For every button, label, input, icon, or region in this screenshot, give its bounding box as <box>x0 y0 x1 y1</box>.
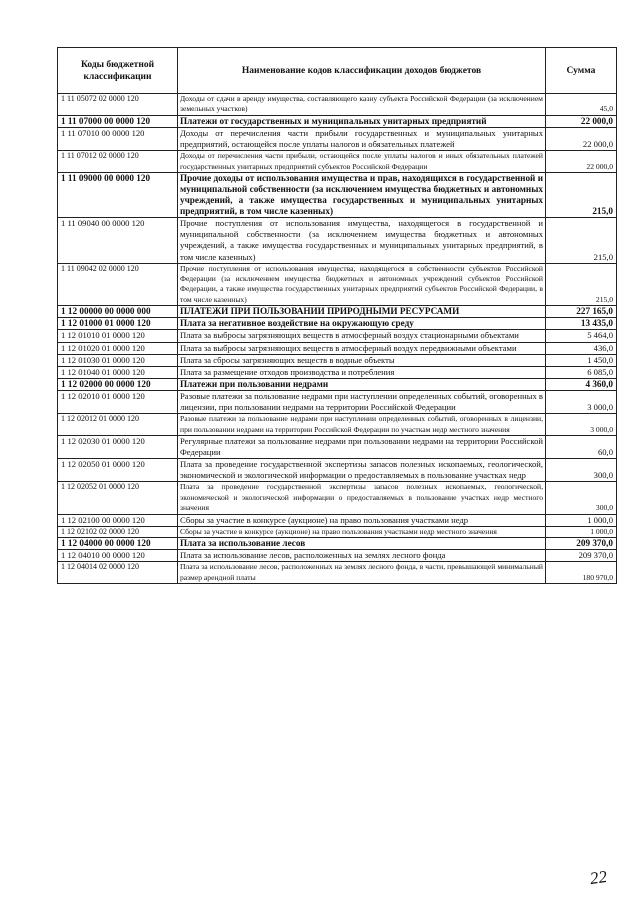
row-code: 1 11 09000 00 0000 120 <box>58 172 178 217</box>
row-code: 1 11 09042 02 0000 120 <box>58 263 178 306</box>
row-name: Доходы от перечисления части прибыли, остающейся после уплаты налогов и иных обязательных платежей государственных унитарных предприятий субъектов Российской Федерации <box>178 151 546 173</box>
row-name: Доходы от сдачи в аренду имущества, составляющего казну субъекта Российской Федерации (за исключением земельных участков) <box>178 94 546 116</box>
row-code: 1 12 04000 00 0000 120 <box>58 538 178 550</box>
table-body <box>58 94 617 584</box>
row-sum: 180 970,0 <box>546 562 617 584</box>
table-row <box>58 342 617 354</box>
row-code: 1 11 07010 00 0000 120 <box>58 127 178 150</box>
row-code: 1 12 01040 01 0000 120 <box>58 366 178 378</box>
header-name: Наименование кодов классификации доходов бюджетов <box>178 48 546 94</box>
header-sum: Сумма <box>546 48 617 94</box>
budget-revenue-table <box>57 47 617 584</box>
row-name: Плата за проведение государственной экспертизы запасов полезных ископаемых, геологической, экономической и экологической информации о предоставляемых в пользование участках недр местного значения <box>178 482 546 514</box>
table-row <box>58 435 617 458</box>
row-sum: 5 464,0 <box>546 330 617 342</box>
row-name: Плата за проведение государственной экспертизы запасов полезных ископаемых, геологической, экономической и экологической информации о предоставляемых в пользование участках недр <box>178 459 546 482</box>
row-sum: 45,0 <box>546 94 617 116</box>
row-code: 1 12 02012 01 0000 120 <box>58 414 178 436</box>
row-code: 1 12 02102 02 0000 120 <box>58 526 178 537</box>
row-name: Прочие поступления от использования имущества, находящегося в собственности субъектов Российской Федерации (за исключением имущества бюджетных и автономных учреждений субъектов Российской Федерации, а также имущества государственных унитарных предприятий субъектов Российской Федерации, в том числе казенных) <box>178 263 546 306</box>
table-row <box>58 378 617 390</box>
table-row <box>58 459 617 482</box>
table-row <box>58 94 617 116</box>
header-code: Коды бюджетной классификации <box>58 48 178 94</box>
row-code: 1 11 09040 00 0000 120 <box>58 218 178 263</box>
row-name: Плата за негативное воздействие на окружающую среду <box>178 318 546 330</box>
table-row <box>58 550 617 562</box>
row-sum: 215,0 <box>546 263 617 306</box>
table-row <box>58 330 617 342</box>
row-sum: 3 000,0 <box>546 390 617 413</box>
table-row <box>58 318 617 330</box>
row-sum: 215,0 <box>546 172 617 217</box>
row-code: 1 12 02050 01 0000 120 <box>58 459 178 482</box>
row-name: Плата за использование лесов, расположенных на землях лесного фонда <box>178 550 546 562</box>
row-code: 1 12 02010 01 0000 120 <box>58 390 178 413</box>
row-name: Прочие доходы от использования имущества и прав, находящихся в государственной и муниципальной собственности (за исключением имущества бюджетных и автономных учреждений, а также имущества государственных и муниципальных унитарных предприятий, в том числе казенных) <box>178 172 546 217</box>
row-name: Разовые платежи за пользование недрами при наступлении определенных событий, оговоренных в лицензии, при пользовании недрами на территории Российской Федерации <box>178 390 546 413</box>
table-row <box>58 514 617 526</box>
row-name: Плата за сбросы загрязняющих веществ в водные объекты <box>178 354 546 366</box>
row-sum: 1 450,0 <box>546 354 617 366</box>
row-name: Плата за использование лесов, расположенных на землях лесного фонда, в части, превышающей минимальный размер арендной платы <box>178 562 546 584</box>
row-sum: 1 000,0 <box>546 514 617 526</box>
row-code: 1 12 02030 01 0000 120 <box>58 435 178 458</box>
row-sum: 1 000,0 <box>546 526 617 537</box>
row-name: Плата за использование лесов <box>178 538 546 550</box>
row-sum: 6 085,0 <box>546 366 617 378</box>
row-sum: 22 000,0 <box>546 115 617 127</box>
row-sum: 60,0 <box>546 435 617 458</box>
row-code: 1 12 02052 01 0000 120 <box>58 482 178 514</box>
table-row <box>58 366 617 378</box>
row-sum: 22 000,0 <box>546 151 617 173</box>
row-name: Доходы от перечисления части прибыли государственных и муниципальных унитарных предприятий, остающейся после уплаты налогов и обязательных платежей <box>178 127 546 150</box>
table-row <box>58 151 617 173</box>
row-sum: 300,0 <box>546 459 617 482</box>
row-name: ПЛАТЕЖИ ПРИ ПОЛЬЗОВАНИИ ПРИРОДНЫМИ РЕСУРСАМИ <box>178 306 546 318</box>
table-row <box>58 218 617 263</box>
row-code: 1 11 05072 02 0000 120 <box>58 94 178 116</box>
table-row <box>58 306 617 318</box>
table-row <box>58 127 617 150</box>
row-name: Прочие поступления от использования имущества, находящегося в государственной и муниципальной собственности (за исключением имущества бюджетных и автономных учреждений, а также имущества государственных и муниципальных унитарных предприятий, в том числе казенных) <box>178 218 546 263</box>
table-row <box>58 172 617 217</box>
row-code: 1 12 01030 01 0000 120 <box>58 354 178 366</box>
table-row <box>58 526 617 537</box>
row-name: Разовые платежи за пользование недрами при наступлении определенных событий, оговоренных в лицензии, при пользовании недрами на территории Российской Федерации по участкам недр местного значения <box>178 414 546 436</box>
table-row <box>58 482 617 514</box>
row-name: Плата за выбросы загрязняющих веществ в атмосферный воздух передвижными объектами <box>178 342 546 354</box>
row-sum: 215,0 <box>546 218 617 263</box>
row-name: Сборы за участие в конкурсе (аукционе) на право пользования участками недр <box>178 514 546 526</box>
row-sum: 436,0 <box>546 342 617 354</box>
row-sum: 209 370,0 <box>546 538 617 550</box>
table-row <box>58 538 617 550</box>
table-row <box>58 414 617 436</box>
row-name: Регулярные платежи за пользование недрами при пользовании недрами на территории Российской Федерации <box>178 435 546 458</box>
row-code: 1 12 01000 01 0000 120 <box>58 318 178 330</box>
row-sum: 209 370,0 <box>546 550 617 562</box>
row-code: 1 12 01010 01 0000 120 <box>58 330 178 342</box>
row-name: Сборы за участие в конкурсе (аукционе) на право пользования участками недр местного значения <box>178 526 546 537</box>
table-row <box>58 263 617 306</box>
row-sum: 300,0 <box>546 482 617 514</box>
row-code: 1 11 07000 00 0000 120 <box>58 115 178 127</box>
table-row <box>58 354 617 366</box>
row-code: 1 12 02000 00 0000 120 <box>58 378 178 390</box>
table-row <box>58 390 617 413</box>
row-name: Плата за выбросы загрязняющих веществ в атмосферный воздух стационарными объектами <box>178 330 546 342</box>
row-code: 1 12 01020 01 0000 120 <box>58 342 178 354</box>
row-sum: 4 360,0 <box>546 378 617 390</box>
row-code: 1 12 04014 02 0000 120 <box>58 562 178 584</box>
row-name: Платежи от государственных и муниципальных унитарных предприятий <box>178 115 546 127</box>
row-code: 1 12 02100 00 0000 120 <box>58 514 178 526</box>
table-row <box>58 562 617 584</box>
page-number: 22 <box>588 866 609 889</box>
row-sum: 3 000,0 <box>546 414 617 436</box>
row-code: 1 11 07012 02 0000 120 <box>58 151 178 173</box>
table-row <box>58 115 617 127</box>
row-sum: 22 000,0 <box>546 127 617 150</box>
row-name: Плата за размещение отходов производства и потребления <box>178 366 546 378</box>
row-code: 1 12 00000 00 0000 000 <box>58 306 178 318</box>
row-sum: 227 165,0 <box>546 306 617 318</box>
table-header-row <box>58 48 617 94</box>
row-name: Платежи при пользовании недрами <box>178 378 546 390</box>
row-code: 1 12 04010 00 0000 120 <box>58 550 178 562</box>
row-sum: 13 435,0 <box>546 318 617 330</box>
